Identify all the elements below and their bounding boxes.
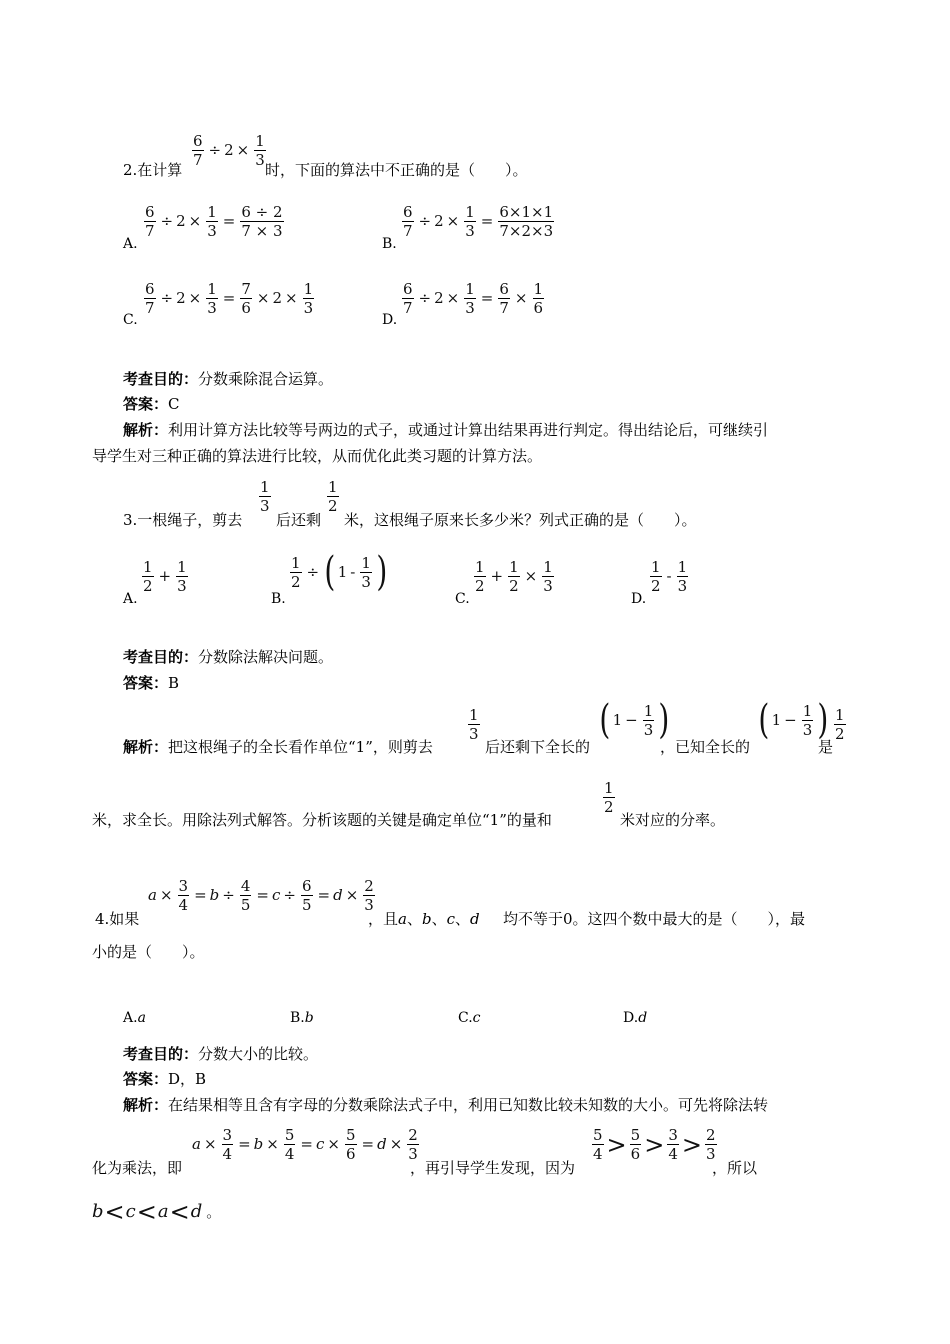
q2-expression: $\frac{6}{7}$ ÷ 2 × $\frac{1}{3}$ — [193, 132, 265, 169]
q4-equation: a × $\frac{3}{4}$ = b ÷ $\frac{4}{5}$ = c ÷ $\frac{6}{5}$ = d × $\frac{2}{3}$ — [148, 877, 374, 914]
q3-analysis-part-d: 是 — [818, 738, 834, 756]
q2-option-d-expression: $\frac{6}{7}$ ÷ 2 × $\frac{1}{3}$ = $\frac{6}{7}$ × $\frac{1}{6}$ — [403, 280, 544, 317]
q3-analysis-frac-cut: $\frac{1}{3}$ — [469, 706, 479, 743]
q4-analysis-equation: a × $\frac{3}{4}$ = b × $\frac{5}{4}$ = c × $\frac{5}{6}$ = d × $\frac{2}{3}$ — [192, 1126, 418, 1163]
q3-part1: 3.一根绳子，剪去 — [123, 511, 243, 529]
q3-answer: 答案：B — [123, 674, 180, 692]
q3-analysis-part-c: ，已知全长的 — [660, 738, 751, 756]
q2-option-d-label: D. — [382, 312, 398, 328]
q4-analysis-line2-a: 化为乘法，即 — [92, 1159, 183, 1177]
q3-option-a-expression: $\frac{1}{2}$ + $\frac{1}{3}$ — [143, 558, 187, 595]
q4-analysis-line1: 解析：在结果相等且含有字母的分数乘除法式子中，利用已知数比较未知数的大小。可先将除法转 — [123, 1096, 769, 1114]
q2-analysis-line1: 解析：利用计算方法比较等号两边的式子，或通过计算出结果再进行判定。得出结论后，可继续引 — [123, 421, 769, 439]
q3-option-c-expression: $\frac{1}{2}$ + $\frac{1}{2}$ × $\frac{1}{3}$ — [475, 558, 553, 595]
q3-analysis-part-b: 后还剩下全长的 — [485, 738, 591, 756]
q3-analysis-part-f: 米对应的分率。 — [620, 811, 726, 829]
q3-option-b-expression: $\frac{1}{2}$ ÷ ( 1 - $\frac{1}{3}$ ) — [291, 549, 388, 595]
q3-fraction-cut: $\frac{1}{3}$ — [260, 478, 270, 515]
q3-analysis-frac-half: $\frac{1}{2}$ — [835, 706, 845, 743]
q3-objective: 考查目的：分数除法解决问题。 — [123, 648, 334, 666]
q2-option-a-label: A. — [123, 236, 138, 252]
q3-option-b-label: B. — [271, 591, 286, 607]
q2-objective: 考查目的：分数乘除混合运算。 — [123, 370, 334, 388]
q4-prefix: 4.如果 — [95, 910, 140, 928]
q3-analysis-frac-half-2: $\frac{1}{2}$ — [604, 779, 614, 816]
q3-analysis-expr-2: ( 1 − $\frac{1}{3}$ ) — [758, 697, 829, 743]
q4-variables: ，且a、b、c、d — [368, 910, 480, 928]
q2-option-c-expression: $\frac{6}{7}$ ÷ 2 × $\frac{1}{3}$ = $\frac{7}{6}$ × 2 × $\frac{1}{3}$ — [145, 280, 314, 317]
q3-part2: 后还剩 — [276, 511, 322, 529]
q2-prefix: 2.在计算 — [123, 161, 183, 179]
q4-line2: 小的是（ ）。 — [92, 943, 205, 961]
q2-option-c-label: C. — [123, 312, 138, 328]
q2-option-b-expression: $\frac{6}{7}$ ÷ 2 × $\frac{1}{3}$ = $\frac{6\times 1\times 1}{7\times 2\times 3}$ — [403, 203, 554, 240]
q4-option-d: D.d — [623, 1010, 648, 1026]
q4-answer: 答案：D，B — [123, 1070, 207, 1088]
q4-suffix: 均不等于0。这四个数中最大的是（ ），最 — [503, 910, 806, 928]
q2-suffix: 时，下面的算法中不正确的是（ ）。 — [265, 161, 528, 179]
q2-option-b-label: B. — [382, 236, 397, 252]
q4-analysis-inequality: $\frac{5}{4}$ > $\frac{5}{6}$ > $\frac{3}{4}$ > $\frac{2}{3}$ — [593, 1126, 716, 1163]
q2-analysis-line2: 导学生对三种正确的算法进行比较，从而优化此类习题的计算方法。 — [92, 447, 543, 465]
q3-analysis-part-a: 解析：把这根绳子的全长看作单位“1”，则剪去 — [123, 738, 433, 756]
q4-objective: 考查目的：分数大小的比较。 — [123, 1045, 319, 1063]
q3-option-d-expression: $\frac{1}{2}$ - $\frac{1}{3}$ — [651, 558, 688, 595]
q4-analysis-conclusion: b < c < a < d 。 — [92, 1198, 222, 1226]
q4-analysis-line2-b: ，再引导学生发现，因为 — [410, 1159, 576, 1177]
q3-option-d-label: D. — [631, 591, 647, 607]
q3-analysis-part-e: 米，求全长。用除法列式解答。分析该题的关键是确定单位“1”的量和 — [92, 811, 552, 829]
q4-option-c: C.c — [458, 1010, 481, 1026]
q3-option-c-label: C. — [455, 591, 470, 607]
q3-option-a-label: A. — [123, 591, 138, 607]
q2-option-a-expression: $\frac{6}{7}$ ÷ 2 × $\frac{1}{3}$ = $\frac{6 \div 2}{7 \times 3}$ — [145, 203, 283, 240]
q3-part3: 米，这根绳子原来长多少米？列式正确的是（ ）。 — [344, 511, 697, 529]
q3-analysis-expr-1: ( 1 − $\frac{1}{3}$ ) — [599, 697, 670, 743]
q4-option-a: A.a — [123, 1010, 146, 1026]
q4-option-b: B.b — [290, 1010, 314, 1026]
q3-fraction-remain: $\frac{1}{2}$ — [328, 478, 338, 515]
q2-answer: 答案：C — [123, 395, 180, 413]
q4-analysis-line2-c: ，所以 — [712, 1159, 758, 1177]
